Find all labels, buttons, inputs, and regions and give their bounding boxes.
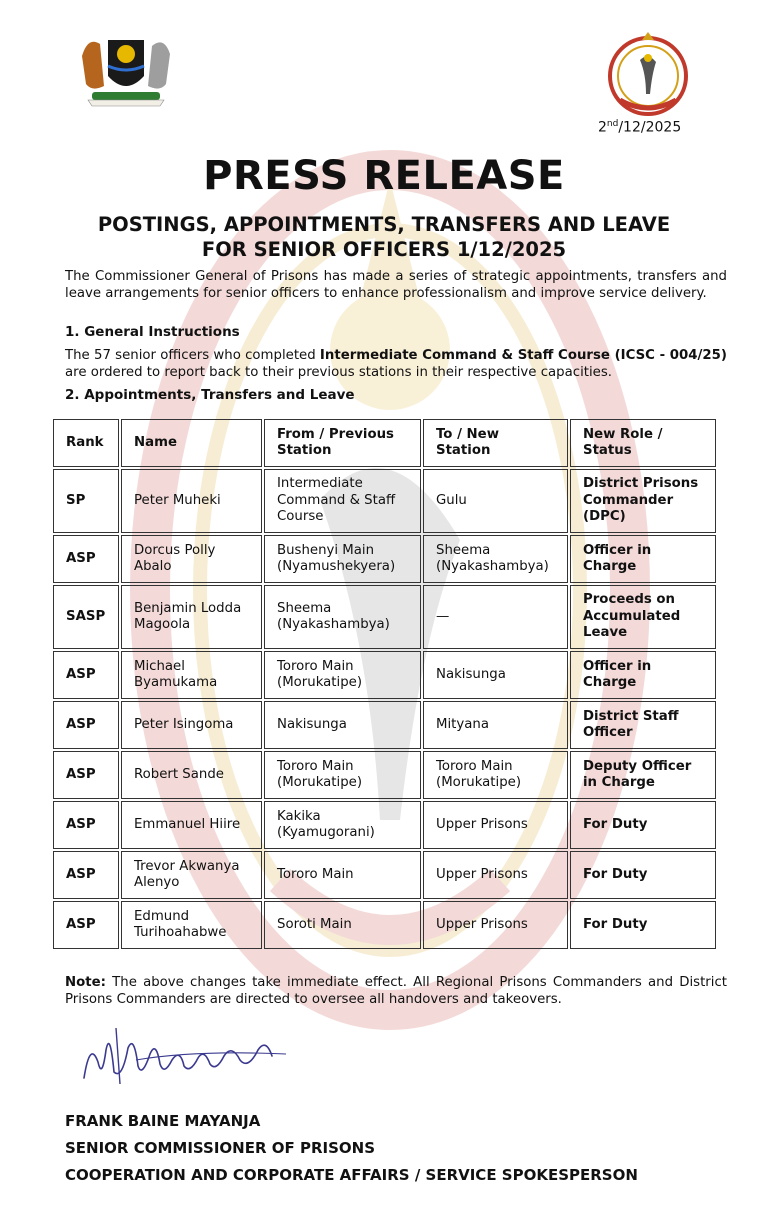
cell-rank: SP [53, 469, 119, 533]
section-1-heading: 1. General Instructions [65, 324, 240, 340]
signatory-name: FRANK BAINE MAYANJA [65, 1112, 261, 1130]
handwritten-signature [76, 1020, 296, 1100]
cell-to: Upper Prisons [423, 901, 568, 949]
header-to: To / New Station [423, 419, 568, 467]
table-row [53, 901, 716, 949]
table-row [53, 851, 716, 899]
cell-name: Dorcus Polly Abalo [121, 535, 262, 583]
table-row [53, 585, 716, 649]
cell-from: Bushenyi Main (Nyamushekyera) [264, 535, 421, 583]
signatory-block [65, 1108, 638, 1189]
cell-role: For Duty [570, 901, 716, 949]
subtitle-line-2: FOR SENIOR OFFICERS 1/12/2025 [201, 238, 567, 261]
cell-name: Emmanuel Hiire [121, 801, 262, 849]
table-row [53, 751, 716, 799]
header-name: Name [121, 419, 262, 467]
cell-role: Proceeds on Accumulated Leave [570, 585, 716, 649]
cell-role: Deputy Officer in Charge [570, 751, 716, 799]
cell-from: Sheema (Nyakashambya) [264, 585, 421, 649]
note-text: The above changes take immediate effect. All Regional Prisons Commanders and District Prisons Commanders are directed to oversee all handovers and takeovers. [65, 975, 727, 1007]
table-header-row [53, 419, 716, 467]
cell-from: Kakika (Kyamugorani) [264, 801, 421, 849]
cell-to: Upper Prisons [423, 851, 568, 899]
signatory-title: SENIOR COMMISSIONER OF PRISONS [65, 1139, 375, 1157]
cell-role: For Duty [570, 801, 716, 849]
signatory-department: COOPERATION AND CORPORATE AFFAIRS / SERVICE SPOKESPERSON [65, 1166, 638, 1184]
cell-rank: ASP [53, 701, 119, 749]
note-paragraph [65, 974, 727, 1008]
section-2-heading: 2. Appointments, Transfers and Leave [65, 387, 355, 403]
cell-rank: ASP [53, 651, 119, 699]
table-row [53, 469, 716, 533]
cell-to: Tororo Main (Morukatipe) [423, 751, 568, 799]
cell-rank: ASP [53, 535, 119, 583]
cell-name: Trevor Akwanya Alenyo [121, 851, 262, 899]
general-instructions-text: The 57 senior officers who completed Intermediate Command & Staff Course (ICSC - 004/25) are ordered to report back to their previous stations in their respective capacities. [65, 348, 727, 380]
cell-from: Intermediate Command & Staff Course [264, 469, 421, 533]
cell-name: Robert Sande [121, 751, 262, 799]
table-row [53, 651, 716, 699]
cell-to: Gulu [423, 469, 568, 533]
header-role: New Role / Status [570, 419, 716, 467]
cell-rank: SASP [53, 585, 119, 649]
cell-from: Tororo Main [264, 851, 421, 899]
cell-role: For Duty [570, 851, 716, 899]
cell-role: Officer in Charge [570, 651, 716, 699]
cell-to: Upper Prisons [423, 801, 568, 849]
cell-rank: ASP [53, 801, 119, 849]
table-row [53, 801, 716, 849]
intro-paragraph: The Commissioner General of Prisons has made a series of strategic appointments, transfers and leave arrangements for senior officers to enhance professionalism and improve service delivery. [65, 269, 727, 301]
cell-rank: ASP [53, 751, 119, 799]
cell-role: District Prisons Commander (DPC) [570, 469, 716, 533]
cell-name: Benjamin Lodda Magoola [121, 585, 262, 649]
cell-to: Mityana [423, 701, 568, 749]
cell-to: Sheema (Nyakashambya) [423, 535, 568, 583]
cell-from: Tororo Main (Morukatipe) [264, 651, 421, 699]
cell-rank: ASP [53, 901, 119, 949]
cell-from: Nakisunga [264, 701, 421, 749]
cell-from: Soroti Main [264, 901, 421, 949]
subtitle-line-1: POSTINGS, APPOINTMENTS, TRANSFERS AND LEAVE [97, 213, 671, 236]
uganda-coat-of-arms [78, 26, 174, 110]
cell-from: Tororo Main (Morukatipe) [264, 751, 421, 799]
cell-role: Officer in Charge [570, 535, 716, 583]
prisons-service-crest [602, 30, 694, 116]
subtitle [0, 212, 768, 262]
header-from: From / Previous Station [264, 419, 421, 467]
note-label: Note: [65, 975, 106, 990]
cell-to: Nakisunga [423, 651, 568, 699]
cell-rank: ASP [53, 851, 119, 899]
cell-role: District Staff Officer [570, 701, 716, 749]
cell-name: Michael Byamukama [121, 651, 262, 699]
header-rank: Rank [53, 419, 119, 467]
table-row [53, 701, 716, 749]
cell-to: — [423, 585, 568, 649]
cell-name: Peter Muheki [121, 469, 262, 533]
release-date: 2nd/12/2025 [598, 119, 682, 136]
page-title: PRESS RELEASE [203, 153, 565, 199]
table-row [53, 535, 716, 583]
cell-name: Peter Isingoma [121, 701, 262, 749]
postings-table [51, 417, 718, 951]
cell-name: Edmund Turihoahabwe [121, 901, 262, 949]
